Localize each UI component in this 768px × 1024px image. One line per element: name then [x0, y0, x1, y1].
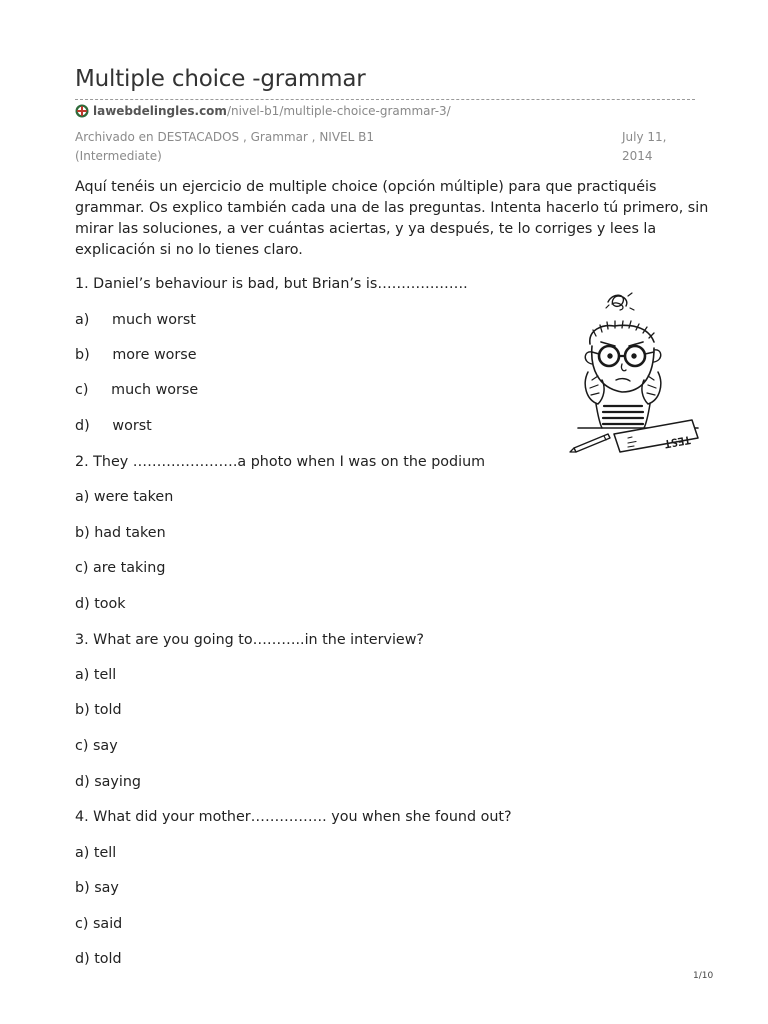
question-3-option-d: d) saying: [75, 774, 141, 790]
question-3-option-a: a) tell: [75, 667, 117, 683]
intro-line: grammar. Os explico también cada una de las preguntas. Intenta hacerlo tú primero, sin: [75, 200, 709, 216]
intro-line: Aquí tenéis un ejercicio de multiple choice (opción múltiple) para que practiquéis: [75, 179, 657, 195]
question-2-option-d: d) took: [75, 596, 126, 612]
question-4-option-d: d) told: [75, 951, 122, 967]
student-taking-test-cartoon-icon: [568, 288, 708, 458]
question-3-option-c: c) say: [75, 738, 118, 754]
category-meta: [75, 128, 374, 166]
date-month-day: July 11,: [622, 130, 667, 144]
question-2-option-b: b) had taken: [75, 525, 166, 541]
source-link[interactable]: [75, 104, 451, 118]
question-3-prompt: 3. What are you going to………..in the interview?: [75, 632, 424, 648]
publish-date: [622, 128, 666, 166]
page-number: 1/10: [693, 971, 714, 981]
question-4-prompt: 4. What did your mother……………. you when she found out?: [75, 809, 512, 825]
source-path[interactable]: /nivel-b1/multiple-choice-grammar-3/: [226, 104, 451, 118]
question-1-prompt: 1. Daniel’s behaviour is bad, but Brian’s is……………….: [75, 276, 468, 292]
site-favicon-icon: [75, 104, 89, 118]
intro-line: mirar las soluciones, a ver cuántas aciertas, y ya después, te lo corriges y lees la: [75, 221, 657, 237]
question-4-option-b: b) say: [75, 880, 119, 896]
date-year: 2014: [622, 149, 653, 163]
question-1-option-a: a) much worst: [75, 312, 196, 328]
test-paper-label: TEST: [663, 433, 692, 451]
question-1-option-d: d) worst: [75, 418, 152, 434]
question-2-option-c: c) are taking: [75, 560, 166, 576]
category-line: Archivado en DESTACADOS , Grammar , NIVEL B1: [75, 130, 374, 144]
intro-paragraph: [75, 177, 709, 261]
question-4-option-a: a) tell: [75, 845, 117, 861]
intro-line: explicación si no lo tienes claro.: [75, 242, 303, 258]
question-1-option-b: b) more worse: [75, 347, 197, 363]
title-divider: [75, 99, 695, 100]
question-3-option-b: b) told: [75, 702, 122, 718]
question-2-prompt: 2. They ………………….a photo when I was on the podium: [75, 454, 486, 470]
category-level: (Intermediate): [75, 149, 162, 163]
source-domain[interactable]: lawebdelingles.com: [93, 104, 227, 118]
page-title: Multiple choice -grammar: [75, 66, 366, 92]
question-2-option-a: a) were taken: [75, 489, 174, 505]
question-1-option-c: c) much worse: [75, 382, 199, 398]
question-4-option-c: c) said: [75, 916, 123, 932]
